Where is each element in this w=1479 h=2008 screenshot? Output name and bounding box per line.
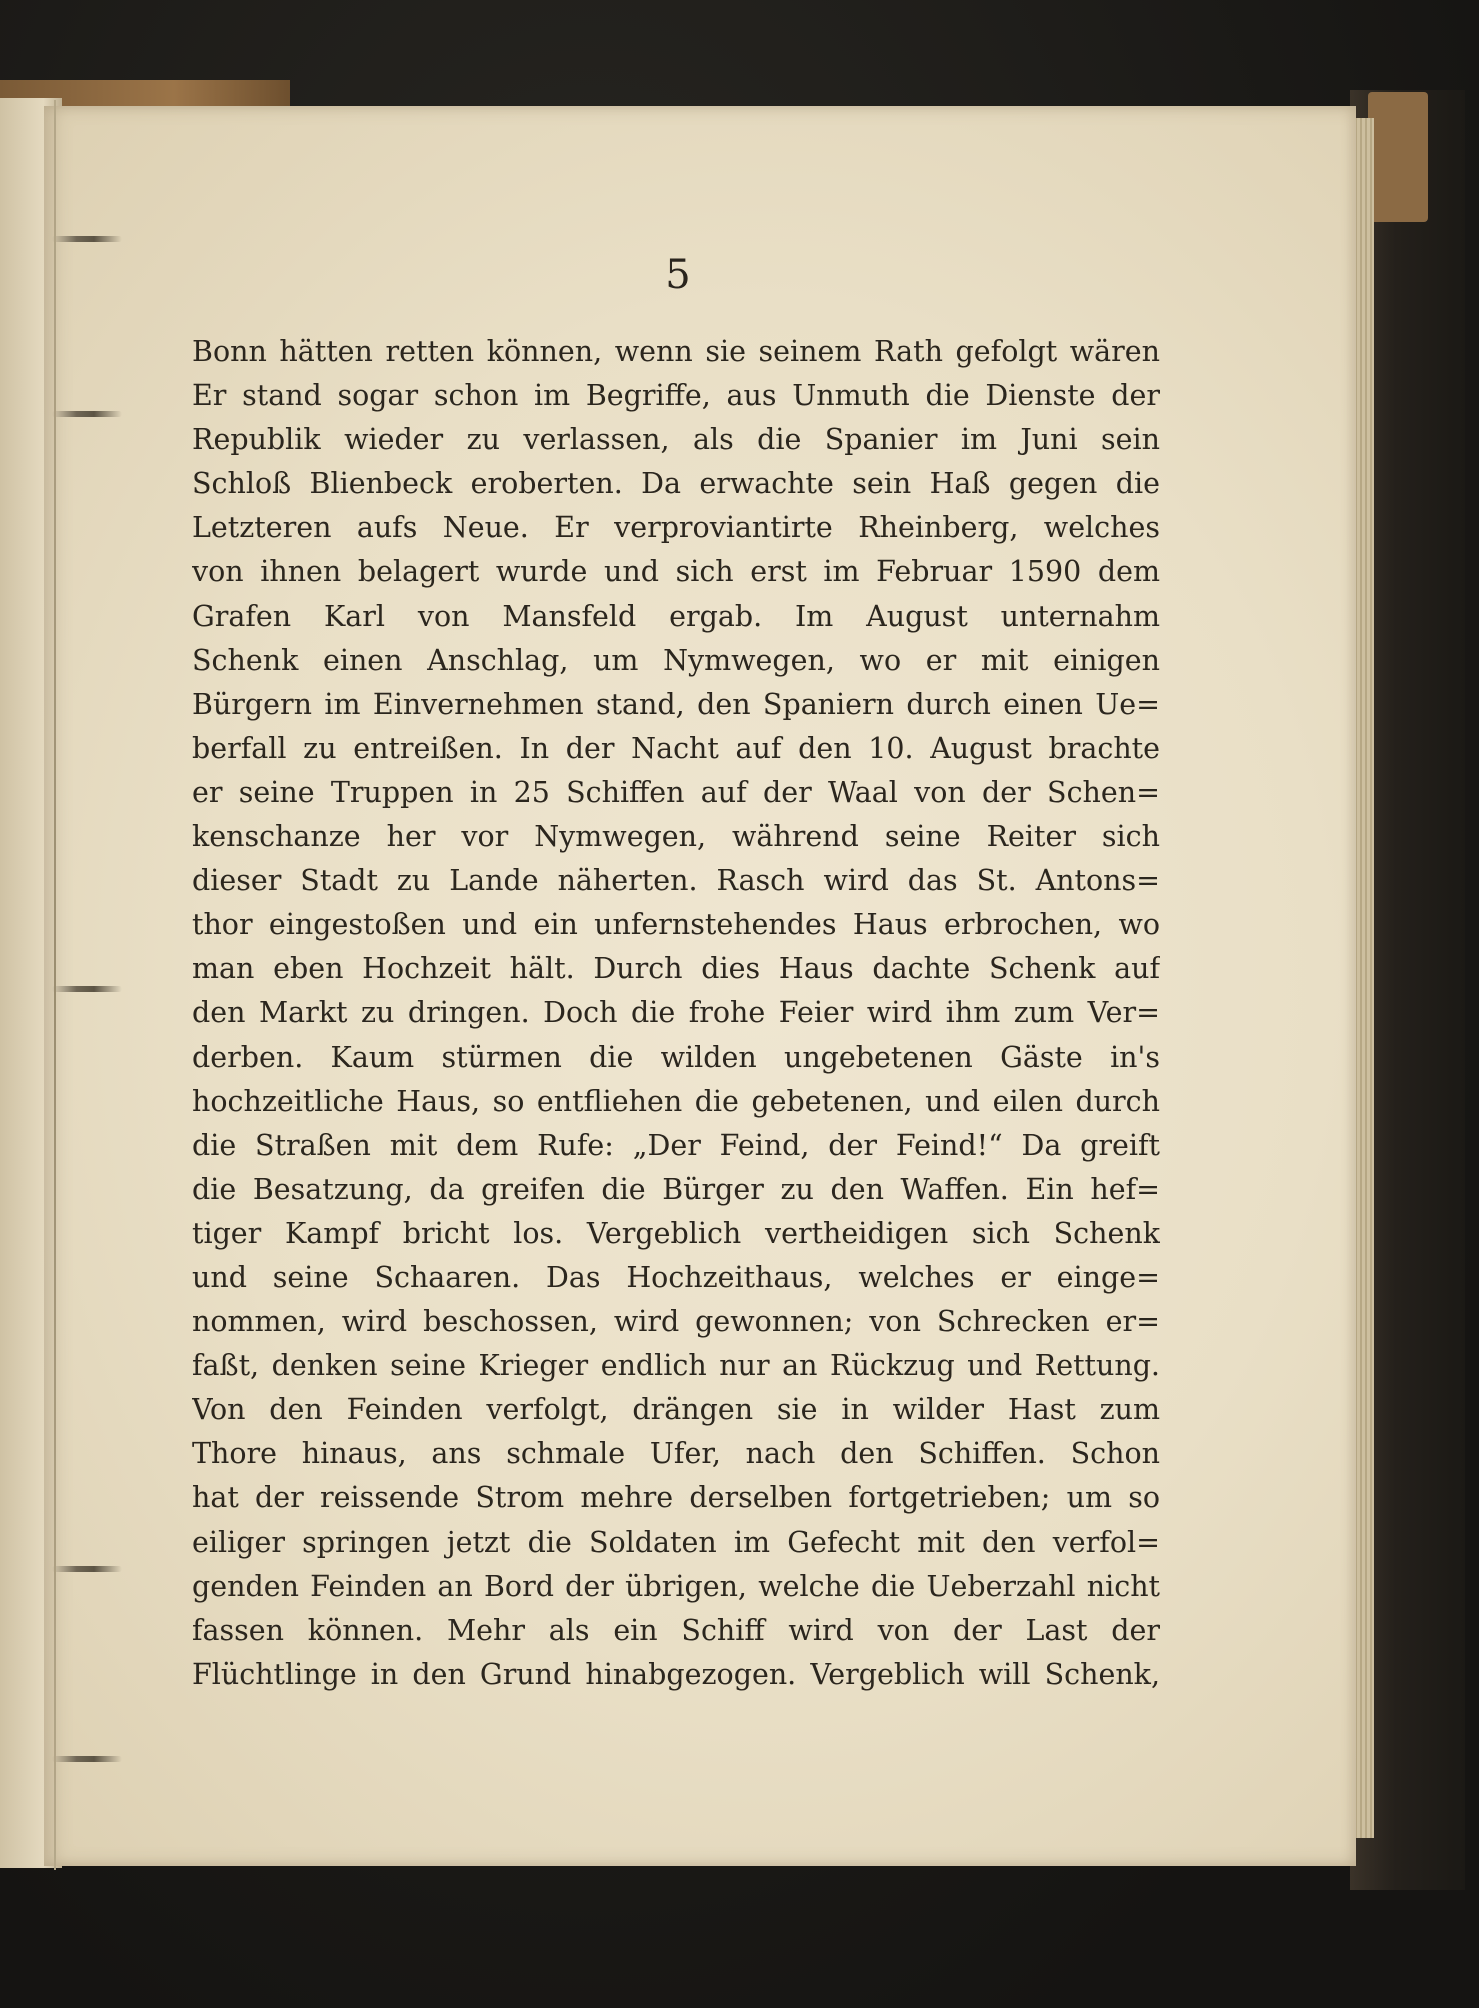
text-line: und seine Schaaren. Das Hochzeithaus, welches er einge= [192, 1260, 1160, 1294]
text-line: genden Feinden an Bord der übrigen, welche die Ueberzahl nicht [192, 1569, 1160, 1603]
book-cover-corner [1368, 92, 1428, 222]
text-line: Er stand sogar schon im Begriffe, aus Unmuth die Dienste der [192, 379, 1160, 413]
text-line: Bürgern im Einvernehmen stand, den Spaniern durch einen Ue= [192, 687, 1160, 721]
binding-stitch [52, 1756, 122, 1762]
text-line: nommen, wird beschossen, wird gewonnen; von Schrecken er= [192, 1305, 1160, 1339]
text-line: kenschanze her vor Nymwegen, während seine Reiter sich [192, 820, 1160, 854]
binding-stitch [52, 986, 122, 992]
binding-stitch [52, 411, 122, 417]
text-line: hochzeitliche Haus, so entfliehen die gebetenen, und eilen durch [192, 1084, 1160, 1118]
text-line: dieser Stadt zu Lande näherten. Rasch wird das St. Antons= [192, 864, 1160, 898]
text-line: von ihnen belagert wurde und sich erst im Februar 1590 dem [192, 555, 1160, 589]
text-line: die Straßen mit dem Rufe: „Der Feind, der Feind!“ Da greift [192, 1128, 1160, 1162]
text-line: man eben Hochzeit hält. Durch dies Haus dachte Schenk auf [192, 952, 1160, 986]
text-line: Republik wieder zu verlassen, als die Spanier im Juni sein [192, 423, 1160, 457]
text-line: derben. Kaum stürmen die wilden ungebetenen Gäste in's [192, 1040, 1160, 1074]
text-line: Thore hinaus, ans schmale Ufer, nach den Schiffen. Schon [192, 1437, 1160, 1471]
text-line: Schloß Blienbeck eroberten. Da erwachte sein Haß gegen die [192, 467, 1160, 501]
text-line: berfall zu entreißen. In der Nacht auf den 10. August brachte [192, 731, 1160, 765]
text-line: tiger Kampf bricht los. Vergeblich vertheidigen sich Schenk [192, 1216, 1160, 1250]
text-line: faßt, denken seine Krieger endlich nur an Rückzug und Rettung. [192, 1349, 1160, 1383]
binding-stitch [52, 1566, 122, 1572]
text-line: Flüchtlinge in den Grund hinabgezogen. Vergeblich will Schenk, [192, 1657, 1160, 1691]
text-line: Grafen Karl von Mansfeld ergab. Im August unternahm [192, 599, 1160, 633]
spine-fold [54, 100, 56, 1870]
body-text [192, 330, 1160, 1697]
text-line: Bonn hätten retten können, wenn sie seinem Rath gefolgt wären [192, 335, 1160, 368]
text-line: thor eingestoßen und ein unfernstehendes Haus erbrochen, wo [192, 908, 1160, 942]
binding-stitch [52, 236, 122, 242]
text-line: den Markt zu dringen. Doch die frohe Feier wird ihm zum Ver= [192, 996, 1160, 1030]
text-line: Von den Feinden verfolgt, drängen sie in wilder Hast zum [192, 1393, 1160, 1427]
text-line: Letzteren aufs Neue. Er verproviantirte Rheinberg, welches [192, 511, 1160, 545]
text-line: fassen können. Mehr als ein Schiff wird von der Last der [192, 1613, 1160, 1647]
text-line: er seine Truppen in 25 Schiffen auf der Waal von der Schen= [192, 775, 1160, 809]
text-line: Schenk einen Anschlag, um Nymwegen, wo er mit einigen [192, 643, 1160, 677]
page-number: 5 [665, 252, 691, 298]
text-line: eiliger springen jetzt die Soldaten im Gefecht mit den verfol= [192, 1525, 1160, 1559]
text-line: die Besatzung, da greifen die Bürger zu den Waffen. Ein hef= [192, 1172, 1160, 1206]
text-line: hat der reissende Strom mehre derselben fortgetrieben; um so [192, 1481, 1160, 1515]
